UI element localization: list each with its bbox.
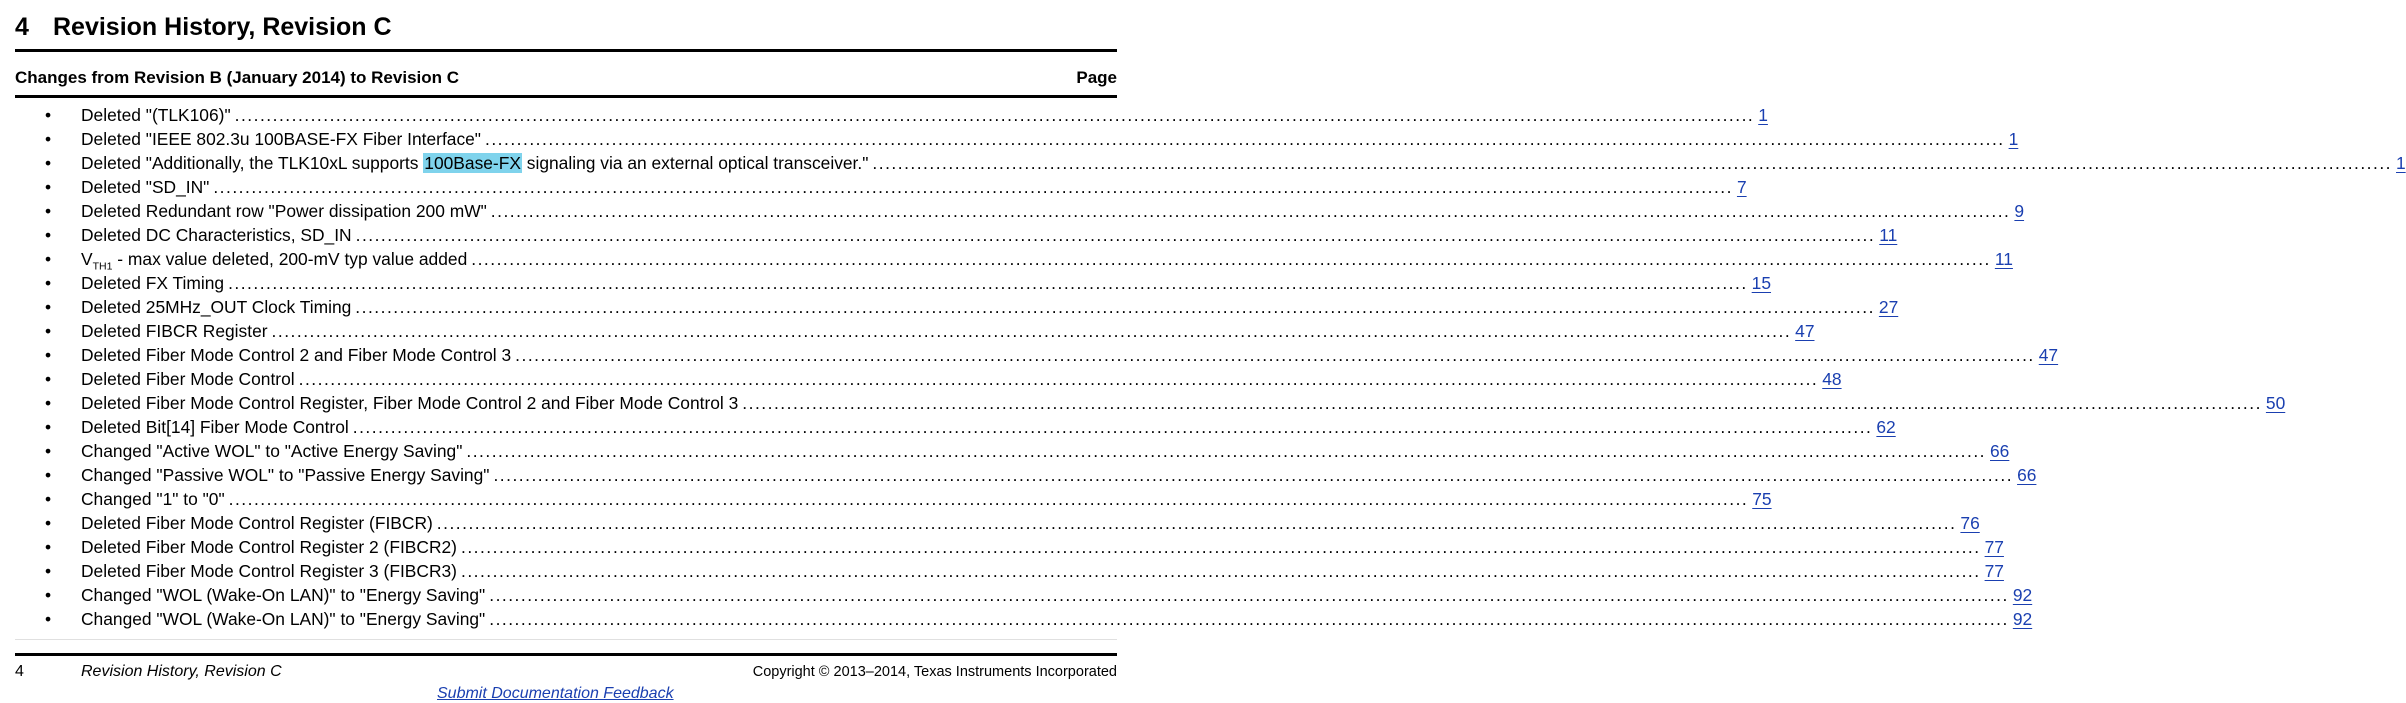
footer-copyright: Copyright © 2013–2014, Texas Instruments Incorporated bbox=[752, 664, 1117, 680]
bullet-marker: • bbox=[45, 105, 52, 125]
revision-entries-list bbox=[0, 103, 2406, 631]
dot-leader: ................................................................................................................................................................................................................................................ bbox=[485, 129, 2005, 149]
bullet-marker: • bbox=[45, 561, 52, 581]
revision-entry bbox=[0, 343, 2059, 367]
bullet-marker: • bbox=[45, 177, 52, 197]
entry-body bbox=[81, 439, 2010, 463]
entry-text: Changed "WOL (Wake-On LAN)" to "Energy Saving" bbox=[81, 609, 486, 629]
dot-leader: ................................................................................................................................................................................................................................................ bbox=[355, 297, 1875, 317]
bullet-marker: • bbox=[45, 441, 52, 461]
entry-body bbox=[81, 271, 1772, 295]
entry-body bbox=[81, 151, 2406, 175]
revision-entry bbox=[0, 463, 2037, 487]
page-reference-link[interactable]: 77 bbox=[1984, 561, 2004, 581]
entry-text: Changed "1" to "0" bbox=[81, 489, 225, 509]
entry-text: Changed "Passive WOL" to "Passive Energy Saving" bbox=[81, 465, 490, 485]
revision-entry bbox=[0, 103, 1768, 127]
page-reference-link[interactable]: 11 bbox=[1879, 225, 1898, 245]
revision-entry bbox=[0, 535, 2004, 559]
page-reference-link[interactable]: 47 bbox=[2038, 345, 2059, 365]
footer-title: Revision History, Revision C bbox=[81, 663, 282, 680]
entry-text: Deleted FX Timing bbox=[81, 273, 225, 293]
dot-leader: ................................................................................................................................................................................................................................................ bbox=[355, 225, 1876, 245]
revision-entry bbox=[0, 439, 2010, 463]
entry-text: Deleted Fiber Mode Control 2 and Fiber Mode Control 3 bbox=[81, 345, 512, 365]
entry-text-after: - max value deleted, 200-mV typ value added bbox=[112, 249, 468, 269]
revision-entry bbox=[0, 223, 1898, 247]
revision-entry bbox=[0, 271, 1772, 295]
entry-text: Deleted Bit[14] Fiber Mode Control bbox=[81, 417, 349, 437]
bullet-marker: • bbox=[45, 225, 52, 245]
dot-leader: ................................................................................................................................................................................................................................................ bbox=[298, 369, 1819, 389]
entry-body bbox=[81, 607, 2033, 631]
bullet-marker: • bbox=[45, 297, 52, 317]
revision-entry bbox=[0, 199, 2025, 223]
page-reference-link[interactable]: 76 bbox=[1960, 513, 1980, 533]
entry-text: Deleted Fiber Mode Control bbox=[81, 369, 295, 389]
entry-body bbox=[81, 391, 2286, 415]
dot-leader: ................................................................................................................................................................................................................................................ bbox=[436, 513, 1957, 533]
page-reference-link[interactable]: 47 bbox=[1795, 321, 1815, 341]
entry-text bbox=[81, 247, 467, 271]
entry-body bbox=[81, 175, 1747, 199]
bullet-marker: • bbox=[45, 513, 52, 533]
entry-body bbox=[81, 319, 1815, 343]
page-reference-link[interactable]: 1 bbox=[2396, 153, 2406, 173]
page-reference-link[interactable]: 62 bbox=[1876, 417, 1896, 437]
dot-leader: ................................................................................................................................................................................................................................................ bbox=[271, 321, 1792, 341]
page-reference-link[interactable]: 9 bbox=[2014, 201, 2025, 221]
entry-body bbox=[81, 511, 1980, 535]
entry-body bbox=[81, 127, 2019, 151]
revision-entry bbox=[0, 319, 1815, 343]
footer-page-number: 4 bbox=[15, 663, 24, 680]
dot-leader: ................................................................................................................................................................................................................................................ bbox=[228, 489, 1749, 509]
entry-text: Deleted Redundant row "Power dissipation 200 mW" bbox=[81, 201, 487, 221]
dot-leader: ................................................................................................................................................................................................................................................ bbox=[489, 585, 2009, 605]
bullet-marker: • bbox=[45, 345, 52, 365]
dot-leader: ................................................................................................................................................................................................................................................ bbox=[872, 153, 2393, 173]
bullet-marker: • bbox=[45, 537, 52, 557]
page-reference-link[interactable]: 27 bbox=[1878, 297, 1899, 317]
dot-leader: ................................................................................................................................................................................................................................................ bbox=[490, 201, 2011, 221]
bullet-marker: • bbox=[45, 369, 52, 389]
entry-body bbox=[81, 103, 1768, 127]
entry-text: Deleted Fiber Mode Control Register 3 (FIBCR3) bbox=[81, 561, 457, 581]
entry-text: Deleted "IEEE 802.3u 100BASE-FX Fiber Interface" bbox=[81, 129, 481, 149]
entry-body bbox=[81, 367, 1842, 391]
entry-body bbox=[81, 583, 2033, 607]
entry-text: Deleted DC Characteristics, SD_IN bbox=[81, 225, 352, 245]
entry-text: Deleted Fiber Mode Control Register, Fiber Mode Control 2 and Fiber Mode Control 3 bbox=[81, 393, 739, 413]
entry-body bbox=[81, 415, 1896, 439]
bullet-marker: • bbox=[45, 249, 52, 269]
page-reference-link[interactable]: 75 bbox=[1752, 489, 1772, 509]
entry-text: Deleted 25MHz_OUT Clock Timing bbox=[81, 297, 352, 317]
entry-subscript: TH1 bbox=[92, 260, 113, 273]
page-reference-link[interactable]: 92 bbox=[2012, 585, 2033, 605]
page-reference-link[interactable]: 66 bbox=[1990, 441, 2010, 461]
page-reference-link[interactable]: 77 bbox=[1984, 537, 2004, 557]
bullet-marker: • bbox=[45, 153, 52, 173]
entry-body bbox=[81, 487, 1772, 511]
page-reference-link[interactable]: 1 bbox=[1758, 105, 1768, 125]
dot-leader: ................................................................................................................................................................................................................................................ bbox=[460, 537, 1981, 557]
changes-header-title: Changes from Revision B (January 2014) to Revision C bbox=[15, 68, 460, 87]
revision-entry bbox=[0, 247, 2013, 273]
revision-entry bbox=[0, 583, 2033, 607]
list-end-rule bbox=[15, 639, 1117, 640]
revision-entry bbox=[0, 391, 2286, 415]
bullet-marker: • bbox=[45, 609, 52, 629]
dot-leader: ................................................................................................................................................................................................................................................ bbox=[515, 345, 2035, 365]
entry-text: Deleted Fiber Mode Control Register 2 (FIBCR2) bbox=[81, 537, 457, 557]
bullet-marker: • bbox=[45, 465, 52, 485]
changes-header bbox=[15, 68, 1117, 88]
entry-body bbox=[81, 463, 2037, 487]
dot-leader: ................................................................................................................................................................................................................................................ bbox=[493, 465, 2014, 485]
page-reference-link[interactable]: 50 bbox=[2265, 393, 2286, 413]
page-reference-link[interactable]: 7 bbox=[1736, 177, 1747, 197]
header-rule bbox=[15, 95, 1117, 98]
page-reference-link[interactable]: 92 bbox=[2012, 609, 2033, 629]
revision-entry bbox=[0, 295, 1899, 319]
bullet-marker: • bbox=[45, 393, 52, 413]
entry-body bbox=[81, 559, 2004, 583]
entry-text-before: Deleted "Additionally, the TLK10xL supports bbox=[81, 153, 424, 173]
dot-leader: ................................................................................................................................................................................................................................................ bbox=[460, 561, 1981, 581]
bullet-marker: • bbox=[45, 129, 52, 149]
dot-leader: ................................................................................................................................................................................................................................................ bbox=[471, 249, 1991, 269]
entry-text bbox=[81, 151, 868, 175]
dot-leader: ................................................................................................................................................................................................................................................ bbox=[234, 105, 1755, 125]
revision-entry bbox=[0, 175, 1747, 199]
entry-text: Deleted "SD_IN" bbox=[81, 177, 210, 197]
dot-leader: ................................................................................................................................................................................................................................................ bbox=[489, 609, 2009, 629]
page-reference-link[interactable]: 66 bbox=[2017, 465, 2037, 485]
bullet-marker: • bbox=[45, 417, 52, 437]
section-number: 4 bbox=[15, 13, 29, 41]
changes-header-page-label: Page bbox=[1076, 68, 1117, 87]
entry-body bbox=[81, 295, 1899, 319]
title-rule bbox=[15, 49, 1117, 52]
page-reference-link[interactable]: 1 bbox=[2008, 129, 2019, 149]
revision-entry bbox=[0, 607, 2033, 631]
entry-text: Deleted FIBCR Register bbox=[81, 321, 268, 341]
entry-body bbox=[81, 223, 1898, 247]
section-title-text: Revision History, Revision C bbox=[53, 13, 392, 41]
page-reference-link[interactable]: 48 bbox=[1822, 369, 1842, 389]
page-reference-link[interactable]: 11 bbox=[1994, 249, 2013, 269]
dot-leader: ................................................................................................................................................................................................................................................ bbox=[466, 441, 1986, 461]
bullet-marker: • bbox=[45, 585, 52, 605]
entry-body bbox=[81, 343, 2059, 367]
entry-symbol: V bbox=[81, 249, 93, 269]
dot-leader: ................................................................................................................................................................................................................................................ bbox=[742, 393, 2262, 413]
dot-leader: ................................................................................................................................................................................................................................................ bbox=[352, 417, 1873, 437]
section-title bbox=[15, 13, 392, 42]
entry-body bbox=[81, 199, 2025, 223]
entry-body bbox=[81, 535, 2004, 559]
entry-text: Deleted "(TLK106)" bbox=[81, 105, 231, 125]
submit-feedback-link[interactable]: Submit Documentation Feedback bbox=[437, 685, 674, 702]
entry-body bbox=[81, 247, 2013, 273]
entry-text: Changed "Active WOL" to "Active Energy Saving" bbox=[81, 441, 463, 461]
bullet-marker: • bbox=[45, 489, 52, 509]
entry-text: Deleted Fiber Mode Control Register (FIBCR) bbox=[81, 513, 433, 533]
page-reference-link[interactable]: 15 bbox=[1751, 273, 1772, 293]
revision-entry bbox=[0, 511, 1980, 535]
revision-entry bbox=[0, 127, 2019, 151]
dot-leader: ................................................................................................................................................................................................................................................ bbox=[228, 273, 1748, 293]
footer-rule bbox=[15, 653, 1117, 656]
revision-entry bbox=[0, 367, 1842, 391]
revision-entry bbox=[0, 487, 1772, 511]
bullet-marker: • bbox=[45, 201, 52, 221]
revision-entry bbox=[0, 415, 1896, 439]
entry-text-after: signaling via an external optical transceiver." bbox=[521, 153, 869, 173]
entry-text: Changed "WOL (Wake-On LAN)" to "Energy Saving" bbox=[81, 585, 486, 605]
bullet-marker: • bbox=[45, 321, 52, 341]
bullet-marker: • bbox=[45, 273, 52, 293]
revision-entry bbox=[0, 559, 2004, 583]
revision-entry bbox=[0, 151, 2406, 175]
highlighted-term: 100Base-FX bbox=[424, 153, 521, 173]
dot-leader: ................................................................................................................................................................................................................................................ bbox=[213, 177, 1733, 197]
